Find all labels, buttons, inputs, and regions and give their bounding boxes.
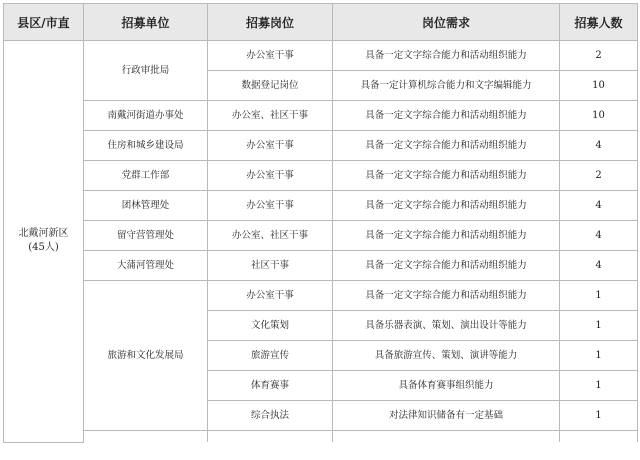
table-row bbox=[4, 41, 638, 71]
empty-cell bbox=[560, 431, 638, 443]
count-cell: 1 bbox=[560, 311, 638, 341]
post-cell: 办公室干事 bbox=[208, 281, 333, 311]
header-county: 县区/市直 bbox=[4, 4, 84, 41]
post-cell: 旅游宣传 bbox=[208, 341, 333, 371]
header-post: 招募岗位 bbox=[208, 4, 333, 41]
unit-cell: 旅游和文化发展局 bbox=[84, 281, 208, 431]
county-cell bbox=[4, 41, 84, 443]
count-cell: 2 bbox=[560, 161, 638, 191]
post-cell: 综合执法 bbox=[208, 401, 333, 431]
requirement-cell: 具备一定文字综合能力和活动组织能力 bbox=[333, 41, 560, 71]
recruitment-table bbox=[3, 3, 638, 443]
post-cell: 办公室干事 bbox=[208, 161, 333, 191]
requirement-cell: 具备一定文字综合能力和活动组织能力 bbox=[333, 221, 560, 251]
post-cell: 体育赛事 bbox=[208, 371, 333, 401]
post-cell: 办公室、社区干事 bbox=[208, 221, 333, 251]
requirement-cell: 具备一定文字综合能力和活动组织能力 bbox=[333, 101, 560, 131]
requirement-cell: 具备一定文字综合能力和活动组织能力 bbox=[333, 251, 560, 281]
count-cell: 10 bbox=[560, 101, 638, 131]
requirement-cell: 具备体育赛事组织能力 bbox=[333, 371, 560, 401]
count-cell: 4 bbox=[560, 221, 638, 251]
requirement-cell: 具备一定文字综合能力和活动组织能力 bbox=[333, 161, 560, 191]
unit-cell: 大蒲河管理处 bbox=[84, 251, 208, 281]
count-cell: 4 bbox=[560, 191, 638, 221]
county-name: 北戴河新区 bbox=[18, 228, 69, 240]
post-cell: 办公室、社区干事 bbox=[208, 101, 333, 131]
table-row bbox=[4, 161, 638, 191]
table-row bbox=[4, 191, 638, 221]
post-cell: 数据登记岗位 bbox=[208, 71, 333, 101]
county-count: (45人) bbox=[28, 242, 59, 254]
empty-cell bbox=[333, 431, 560, 443]
header-row bbox=[4, 4, 638, 41]
post-cell: 文化策划 bbox=[208, 311, 333, 341]
requirement-cell: 具备一定文字综合能力和活动组织能力 bbox=[333, 131, 560, 161]
post-cell: 办公室干事 bbox=[208, 191, 333, 221]
unit-cell: 南戴河街道办事处 bbox=[84, 101, 208, 131]
post-cell: 办公室干事 bbox=[208, 131, 333, 161]
requirement-cell: 具备乐器表演、策划、演出设计等能力 bbox=[333, 311, 560, 341]
header-count: 招募人数 bbox=[560, 4, 638, 41]
empty-cell bbox=[84, 431, 208, 443]
table-row bbox=[4, 251, 638, 281]
table-row bbox=[4, 131, 638, 161]
table-row bbox=[4, 221, 638, 251]
header-unit: 招募单位 bbox=[84, 4, 208, 41]
table-row bbox=[4, 281, 638, 311]
table-row bbox=[4, 101, 638, 131]
requirement-cell: 对法律知识储备有一定基础 bbox=[333, 401, 560, 431]
count-cell: 10 bbox=[560, 71, 638, 101]
unit-cell: 党群工作部 bbox=[84, 161, 208, 191]
unit-cell: 团林管理处 bbox=[84, 191, 208, 221]
post-cell: 办公室干事 bbox=[208, 41, 333, 71]
count-cell: 1 bbox=[560, 371, 638, 401]
empty-cell bbox=[208, 431, 333, 443]
count-cell: 1 bbox=[560, 341, 638, 371]
count-cell: 4 bbox=[560, 251, 638, 281]
requirement-cell: 具备一定文字综合能力和活动组织能力 bbox=[333, 281, 560, 311]
count-cell: 1 bbox=[560, 281, 638, 311]
unit-cell: 行政审批局 bbox=[84, 41, 208, 101]
requirement-cell: 具备一定计算机综合能力和文字编辑能力 bbox=[333, 71, 560, 101]
unit-cell: 留守营管理处 bbox=[84, 221, 208, 251]
count-cell: 2 bbox=[560, 41, 638, 71]
count-cell: 4 bbox=[560, 131, 638, 161]
requirement-cell: 具备一定文字综合能力和活动组织能力 bbox=[333, 191, 560, 221]
post-cell: 社区干事 bbox=[208, 251, 333, 281]
header-requirement: 岗位需求 bbox=[333, 4, 560, 41]
table-row-cutoff bbox=[4, 431, 638, 443]
count-cell: 1 bbox=[560, 401, 638, 431]
unit-cell: 住房和城乡建设局 bbox=[84, 131, 208, 161]
requirement-cell: 具备旅游宣传、策划、演讲等能力 bbox=[333, 341, 560, 371]
